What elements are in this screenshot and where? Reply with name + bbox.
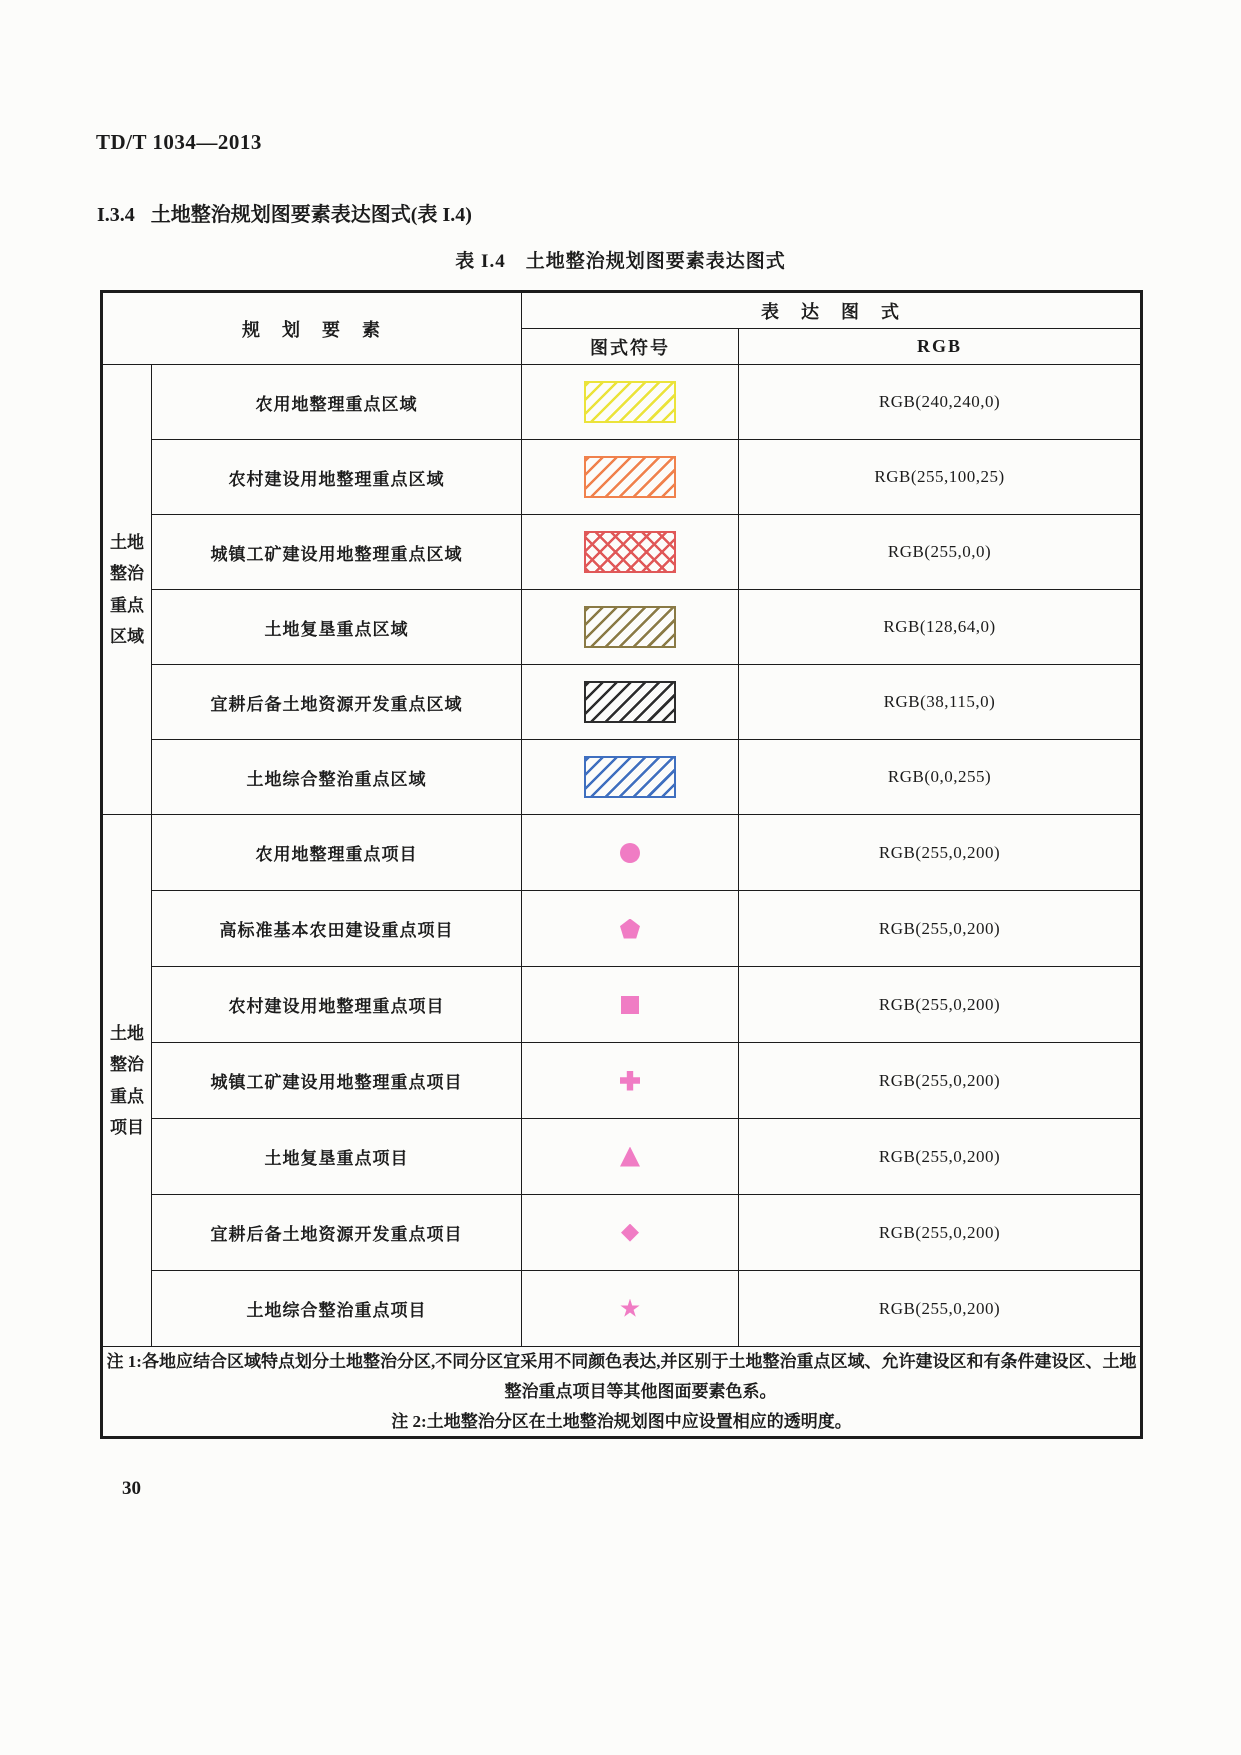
symbol-cell: [522, 590, 739, 665]
rgb-value: RGB(255,0,200): [739, 1043, 1142, 1119]
table-notes-row: [102, 1347, 1142, 1438]
planning-element-label: 土地综合整治重点项目: [152, 1271, 522, 1347]
table-row: [102, 891, 1142, 967]
rgb-value: RGB(255,0,200): [739, 1195, 1142, 1271]
planning-element-label: 农用地整理重点区域: [152, 365, 522, 440]
diagonal-hatch-swatch: [584, 456, 676, 498]
planning-element-label: 农村建设用地整理重点区域: [152, 440, 522, 515]
table-row: [102, 1271, 1142, 1347]
rgb-value: RGB(255,0,200): [739, 891, 1142, 967]
planning-element-label: 土地复垦重点区域: [152, 590, 522, 665]
planning-element-label: 土地复垦重点项目: [152, 1119, 522, 1195]
rgb-value: RGB(255,0,0): [739, 515, 1142, 590]
table-row: [102, 440, 1142, 515]
planning-element-label: 农用地整理重点项目: [152, 815, 522, 891]
symbol-cell: [522, 815, 739, 891]
planning-element-label: 宜耕后备土地资源开发重点区域: [152, 665, 522, 740]
table-header-row: [102, 292, 1142, 329]
symbol-cell: [522, 515, 739, 590]
header-rgb: RGB: [739, 329, 1142, 365]
group-label-key-regions: 土地整治重点区域: [102, 365, 152, 815]
header-planning-elements: 规 划 要 素: [102, 292, 522, 365]
note-1: 注 1:各地应结合区域特点划分土地整治分区,不同分区宜采用不同颜色表达,并区别于土地整治重点区域、允许建设区和有条件建设区、土地整治重点项目等其他图面要素色系。: [106, 1352, 1137, 1401]
table-caption: 表 I.4 土地整治规划图要素表达图式: [455, 251, 786, 272]
rgb-value: RGB(38,115,0): [739, 665, 1142, 740]
table-row: [102, 590, 1142, 665]
rgb-value: RGB(255,0,200): [739, 815, 1142, 891]
diagonal-hatch-swatch: [584, 606, 676, 648]
symbol-cell: [522, 440, 739, 515]
symbol-cell: [522, 740, 739, 815]
planning-element-label: 宜耕后备土地资源开发重点项目: [152, 1195, 522, 1271]
section-title: 土地整治规划图要素表达图式(表 I.4): [150, 204, 472, 226]
section-number: I.3.4: [97, 204, 135, 226]
symbol-cell: [522, 1119, 739, 1195]
symbol-cell: [522, 1195, 739, 1271]
symbol-cell: [522, 665, 739, 740]
page-number: 30: [122, 1478, 141, 1499]
table-row: [102, 665, 1142, 740]
diagonal-hatch-swatch: [584, 756, 676, 798]
table-row: [102, 1119, 1142, 1195]
rgb-value: RGB(255,100,25): [739, 440, 1142, 515]
table-row: [102, 1043, 1142, 1119]
symbol-cell: [522, 967, 739, 1043]
rgb-value: RGB(255,0,200): [739, 1271, 1142, 1347]
table-row: [102, 365, 1142, 440]
notes-cell: [102, 1347, 1142, 1438]
spec-table: [100, 290, 1143, 1439]
diagonal-hatch-swatch: [584, 681, 676, 723]
rgb-value: RGB(128,64,0): [739, 590, 1142, 665]
doc-code: TD/T 1034—2013: [96, 130, 262, 154]
pentagon-icon: [620, 919, 640, 939]
cross-icon: [620, 1071, 640, 1091]
table-row: [102, 815, 1142, 891]
group-label-key-projects: 土地整治重点项目: [102, 815, 152, 1347]
rgb-value: RGB(240,240,0): [739, 365, 1142, 440]
planning-element-label: 城镇工矿建设用地整理重点项目: [152, 1043, 522, 1119]
table-row: [102, 515, 1142, 590]
symbol-cell: [522, 1043, 739, 1119]
symbol-cell: [522, 891, 739, 967]
rgb-value: RGB(255,0,200): [739, 1119, 1142, 1195]
circle-icon: [620, 843, 640, 863]
star-icon: [620, 1299, 640, 1319]
diamond-icon: [621, 1224, 639, 1242]
planning-element-label: 土地综合整治重点区域: [152, 740, 522, 815]
table-row: [102, 967, 1142, 1043]
header-symbol: 图式符号: [522, 329, 739, 365]
symbol-cell: [522, 1271, 739, 1347]
diagonal-hatch-swatch: [584, 381, 676, 423]
cross-hatch-swatch: [584, 531, 676, 573]
table-row: [102, 1195, 1142, 1271]
square-icon: [621, 996, 639, 1014]
rgb-value: RGB(255,0,200): [739, 967, 1142, 1043]
rgb-value: RGB(0,0,255): [739, 740, 1142, 815]
section-heading: [97, 198, 472, 227]
planning-element-label: 农村建设用地整理重点项目: [152, 967, 522, 1043]
planning-element-label: 高标准基本农田建设重点项目: [152, 891, 522, 967]
symbol-cell: [522, 365, 739, 440]
table-row: [102, 740, 1142, 815]
triangle-icon: [620, 1147, 640, 1167]
note-2: 注 2:土地整治分区在土地整治规划图中应设置相应的透明度。: [391, 1411, 852, 1431]
planning-element-label: 城镇工矿建设用地整理重点区域: [152, 515, 522, 590]
header-expression: 表 达 图 式: [522, 292, 1142, 329]
